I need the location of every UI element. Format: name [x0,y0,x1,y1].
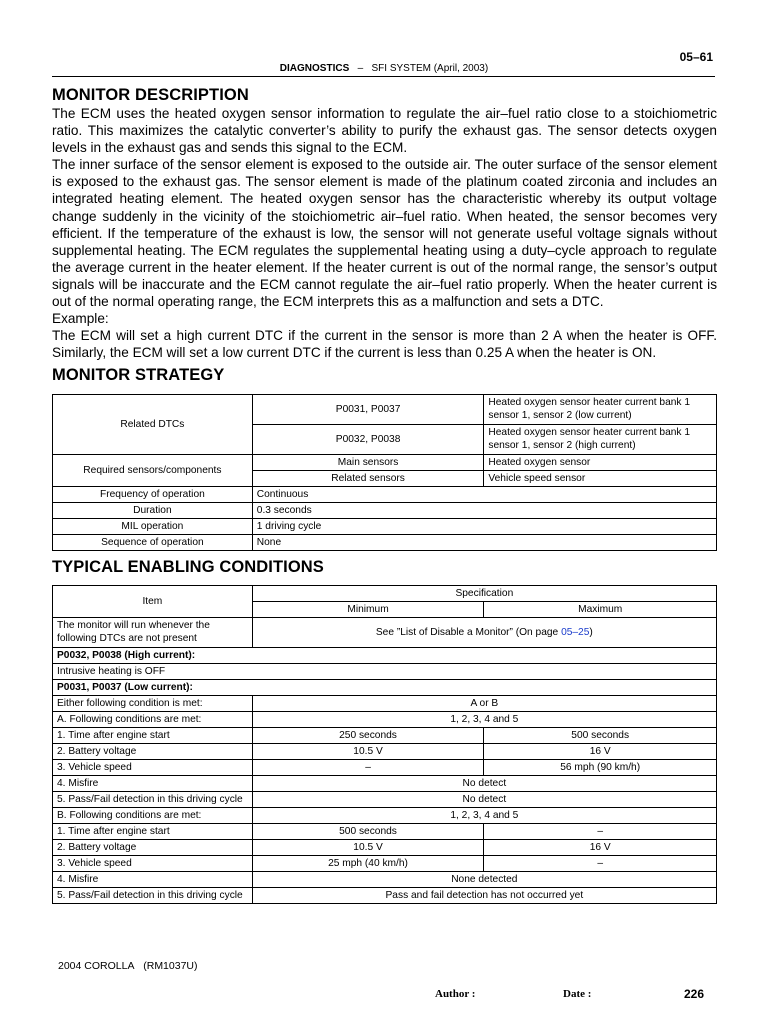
a4-value: No detect [252,776,716,792]
b3-min: 25 mph (40 km/h) [252,856,484,872]
main-sensors-label: Main sensors [252,455,484,471]
a1-max: 500 seconds [484,728,717,744]
running-header [0,63,768,74]
high-current-heading: P0032, P0038 (High current): [53,648,717,664]
minimum-header: Minimum [252,602,484,618]
frequency-value: Continuous [252,487,716,503]
description-example-label: Example: [52,311,109,327]
required-sensors-label: Required sensors/components [53,455,253,487]
b4-value: None detected [252,872,716,888]
enabling-conditions-title: TYPICAL ENABLING CONDITIONS [52,558,324,577]
b1-label: 1. Time after engine start [53,824,253,840]
b1-min: 500 seconds [252,824,484,840]
duration-label: Duration [53,503,253,519]
monitor-run-label: The monitor will run whenever the following DTCs are not present [53,618,253,648]
sequence-value: None [252,535,716,551]
a5-label: 5. Pass/Fail detection in this driving cycle [53,792,253,808]
intrusive-heating-label: Intrusive heating is OFF [53,664,717,680]
b3-max: – [484,856,717,872]
monitor-strategy-table [52,394,717,551]
a1-min: 250 seconds [252,728,484,744]
related-sensors-value: Vehicle speed sensor [484,471,717,487]
enabling-conditions-table [52,585,717,904]
b2-label: 2. Battery voltage [53,840,253,856]
footer-page-number: 226 [684,987,705,1001]
a4-label: 4. Misfire [53,776,253,792]
b5-value: Pass and fail detection has not occurred yet [252,888,716,904]
b5-label: 5. Pass/Fail detection in this driving cycle [53,888,253,904]
page-code: 05–61 [679,50,713,64]
either-label: Either following condition is met: [53,696,253,712]
see-list-text: See ”List of Disable a Monitor” (On page [375,626,562,638]
item-header: Item [53,586,253,618]
a-conditions-label: A. Following conditions are met: [53,712,253,728]
a2-label: 2. Battery voltage [53,744,253,760]
a-conditions-value: 1, 2, 3, 4 and 5 [252,712,716,728]
b1-max: – [484,824,717,840]
a3-max: 56 mph (90 km/h) [484,760,717,776]
description-paragraph-4: The ECM will set a high current DTC if the current in the sensor is more than 2 A when the heater is OFF. Similarly, the ECM will set a low current DTC if the current is less than 0.25 A when the heater is ON. [52,328,717,361]
header-section: DIAGNOSTICS [279,63,350,74]
frequency-label: Frequency of operation [53,487,253,503]
see-list-cell [252,618,716,648]
footer-model [58,960,198,972]
a5-value: No detect [252,792,716,808]
b2-min: 10.5 V [252,840,484,856]
header-dash: – [357,63,364,74]
b-conditions-label: B. Following conditions are met: [53,808,253,824]
b4-label: 4. Misfire [53,872,253,888]
b3-label: 3. Vehicle speed [53,856,253,872]
duration-value: 0.3 seconds [252,503,716,519]
footer-manual-code: (RM1037U) [143,960,198,972]
dtc2-codes: P0032, P0038 [252,425,484,455]
sequence-label: Sequence of operation [53,535,253,551]
a2-max: 16 V [484,744,717,760]
b2-max: 16 V [484,840,717,856]
a2-min: 10.5 V [252,744,484,760]
a3-label: 3. Vehicle speed [53,760,253,776]
either-value: A or B [252,696,716,712]
main-content [52,86,717,904]
related-dtcs-label: Related DTCs [53,395,253,455]
related-sensors-label: Related sensors [252,471,484,487]
main-sensors-value: Heated oxygen sensor [484,455,717,471]
header-subsection: SFI SYSTEM (April, 2003) [371,63,489,74]
dtc1-codes: P0031, P0037 [252,395,484,425]
dtc1-description: Heated oxygen sensor heater current bank 1 sensor 1, sensor 2 (low current) [484,395,717,425]
mil-value: 1 driving cycle [252,519,716,535]
monitor-strategy-title: MONITOR STRATEGY [52,366,225,385]
a1-label: 1. Time after engine start [53,728,253,744]
see-list-close: ) [589,626,593,638]
b-conditions-value: 1, 2, 3, 4 and 5 [252,808,716,824]
header-rule [52,76,715,77]
a3-min: – [252,760,484,776]
description-paragraph-1: The ECM uses the heated oxygen sensor information to regulate the air–fuel ratio close to a stoichiometric ratio. This maximizes the catalytic converter’s ability to purify the exhaust gas. The sensor detects oxygen levels in the exhaust gas and sends this signal to the ECM. [52,106,717,156]
footer-author-label: Author : [435,988,476,1000]
mil-label: MIL operation [53,519,253,535]
footer-date-label: Date : [563,988,592,1000]
low-current-heading: P0031, P0037 (Low current): [53,680,717,696]
maximum-header: Maximum [484,602,717,618]
description-paragraph-2: The inner surface of the sensor element is exposed to the outside air. The outer surface of the sensor element is exposed to the exhaust gas. The sensor element is made of the platinum coated zirconia and includes an integrated heating element. The heated oxygen sensor has the characteristic whereby its output voltage change suddenly in the vicinity of the stoichiometric air–fuel ratio. When heated, the sensor becomes very efficient. If the temperature of the exhaust is low, the sensor will not generate useful voltage signals without supplemental heating. The ECM regulates the supplemental heating using a duty–cycle approach to regulate the average current in the heater element. If the heater current is out of the normal range, the sensor’s output signals will be inaccurate and the ECM cannot regulate the air–fuel ratio properly. When the heater current is out of the normal operating range, the ECM interprets this as a malfunction and sets a DTC. [52,157,717,310]
footer-model-name: 2004 COROLLA [58,960,135,972]
monitor-description-title: MONITOR DESCRIPTION [52,86,249,104]
page-link[interactable]: 05–25 [561,626,590,638]
dtc2-description: Heated oxygen sensor heater current bank 1 sensor 1, sensor 2 (high current) [484,425,717,455]
specification-header: Specification [252,586,716,602]
